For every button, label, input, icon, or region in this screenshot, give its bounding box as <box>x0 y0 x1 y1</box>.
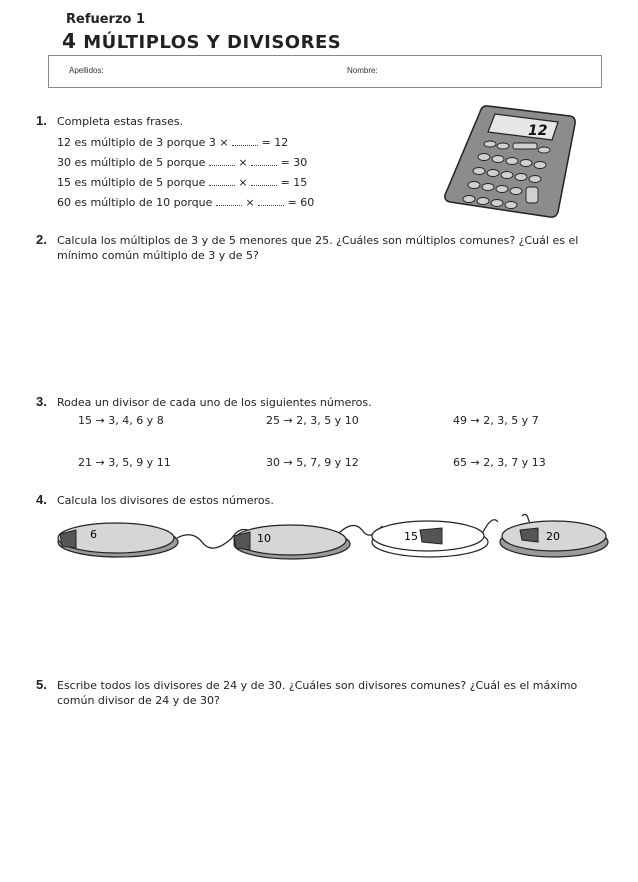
mouse-number: 10 <box>257 532 271 545</box>
calculator-illustration <box>440 102 580 220</box>
q1-line-4-text: 60 es múltiplo de 10 porque <box>57 196 213 209</box>
divisor-item[interactable]: 65 → 2, 3, 7 y 13 <box>453 456 546 469</box>
answer-blank[interactable] <box>216 196 242 206</box>
q1-line-1-text: 12 es múltiplo de 3 porque 3 <box>57 136 216 149</box>
q2-text: Calcula los múltiplos de 3 y de 5 menores que 25. ¿Cuáles son múltiplos comunes? ¿Cuál es el mínimo común múltiplo de 3 y de 5? <box>57 234 579 262</box>
calculator-display: 12 <box>528 123 548 139</box>
mouse-icon <box>58 523 178 557</box>
mouse-icon <box>372 521 488 557</box>
q1-line-2 <box>57 156 307 169</box>
q2-number: 2. <box>36 232 47 247</box>
divisor-item[interactable]: 49 → 2, 3, 5 y 7 <box>453 414 539 427</box>
q1-line-1-result: = 12 <box>261 136 289 149</box>
unit-title: MÚLTIPLOS Y DIVISORES <box>83 32 342 53</box>
q5-number: 5. <box>36 677 47 692</box>
q1-line-4-result: = 60 <box>287 196 315 209</box>
divisor-item[interactable]: 25 → 2, 3, 5 y 10 <box>266 414 359 427</box>
q1-line-4 <box>57 196 314 209</box>
times-sign: × <box>245 196 255 209</box>
nombre-label: Nombre: <box>347 66 378 75</box>
answer-blank[interactable] <box>258 196 284 206</box>
q1-line-2-text: 30 es múltiplo de 5 porque <box>57 156 206 169</box>
answer-blank[interactable] <box>209 156 235 166</box>
q1-text: Completa estas frases. <box>57 115 184 128</box>
times-sign: × <box>238 156 248 169</box>
answer-blank[interactable] <box>251 156 277 166</box>
divisor-item[interactable]: 15 → 3, 4, 6 y 8 <box>78 414 164 427</box>
q1-line-3-text: 15 es múltiplo de 5 porque <box>57 176 206 189</box>
q4-text: Calcula los divisores de estos números. <box>57 494 274 507</box>
q1-line-2-result: = 30 <box>280 156 308 169</box>
divisor-item[interactable]: 21 → 3, 5, 9 y 11 <box>78 456 171 469</box>
answer-blank[interactable] <box>209 176 235 186</box>
mouse-number: 15 <box>404 530 418 543</box>
page-title <box>62 29 341 53</box>
apellidos-label: Apellidos: <box>69 66 104 75</box>
mouse-number: 6 <box>90 528 97 541</box>
times-sign: × <box>219 136 229 149</box>
mouse-number: 20 <box>546 530 560 543</box>
q3-number: 3. <box>36 394 47 409</box>
q3-text: Rodea un divisor de cada uno de los siguientes números. <box>57 396 372 409</box>
divisor-item[interactable]: 30 → 5, 7, 9 y 12 <box>266 456 359 469</box>
answer-blank[interactable] <box>232 136 258 146</box>
unit-number: 4 <box>62 29 77 53</box>
answer-blank[interactable] <box>251 176 277 186</box>
q4-number: 4. <box>36 492 47 507</box>
q1-number: 1. <box>36 113 47 128</box>
mouse-icon <box>234 525 350 559</box>
student-info-box <box>48 55 602 88</box>
q1-line-1 <box>57 136 288 149</box>
computer-mice-illustration <box>52 508 612 564</box>
mouse-icon <box>500 521 608 557</box>
worksheet-label: Refuerzo 1 <box>66 12 146 27</box>
q5-text: Escribe todos los divisores de 24 y de 30. ¿Cuáles son divisores comunes? ¿Cuál es el máximo común divisor de 24 y de 30? <box>57 679 578 707</box>
q1-line-3 <box>57 176 307 189</box>
q1-line-3-result: = 15 <box>280 176 308 189</box>
times-sign: × <box>238 176 248 189</box>
